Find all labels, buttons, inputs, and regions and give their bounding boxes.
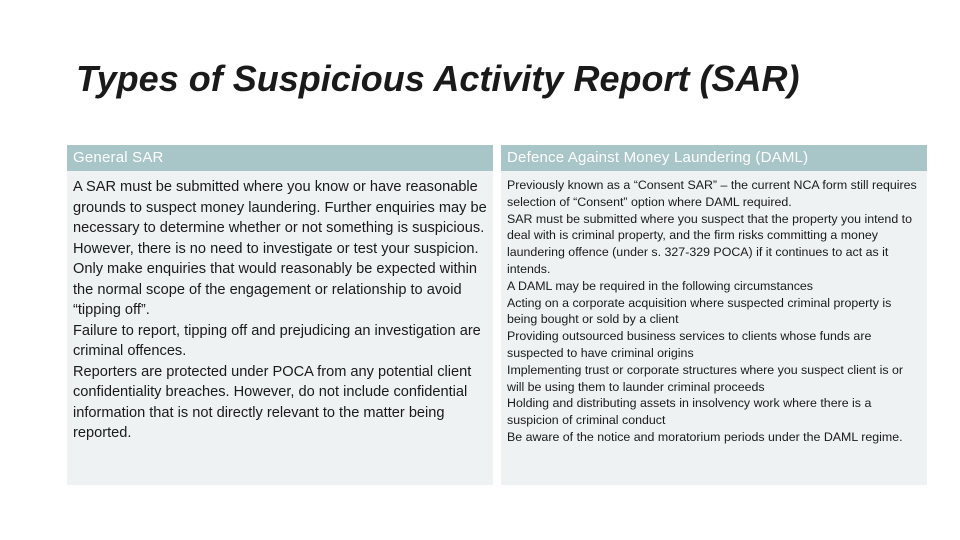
slide-title: Types of Suspicious Activity Report (SAR)	[76, 58, 800, 99]
daml-paragraph: Providing outsourced business services to clients whose funds are suspected to have criminal origins	[507, 329, 872, 360]
general-sar-paragraph: Failure to report, tipping off and prejudicing an investigation are criminal offences.	[73, 322, 481, 359]
general-sar-paragraph: A SAR must be submitted where you know or have reasonable grounds to suspect money laundering. Further enquiries may be necessary to determine whether or not something is suspicious. However, there is no need to investigate or test your suspicion. Only make enquiries that would reasonably be expected within the normal scope of the engagement or relationship to avoid “tipping off”.	[73, 179, 487, 318]
header-daml: Defence Against Money Laundering (DAML)	[501, 145, 927, 171]
sar-types-table	[67, 145, 927, 485]
general-sar-body	[67, 171, 493, 485]
daml-paragraph: SAR must be submitted where you suspect that the property you intend to deal with is criminal property, and the firm risks committing a money laundering offence (under s. 327-329 POCA) if it continues to act as it intends.	[507, 211, 912, 276]
daml-paragraph: Previously known as a “Consent SAR” – the current NCA form still requires selection of “Consent” option where DAML required.	[507, 178, 917, 209]
header-general-sar: General SAR	[67, 145, 493, 171]
daml-paragraph: A DAML may be required in the following circumstances	[507, 278, 814, 293]
daml-paragraph: Be aware of the notice and moratorium periods under the DAML regime.	[507, 429, 903, 444]
general-sar-paragraph: Reporters are protected under POCA from any potential client confidentiality breaches. However, do not include confidential information that is not directly relevant to the matter being reported.	[73, 363, 472, 441]
daml-paragraph: Acting on a corporate acquisition where suspected criminal property is being bought or sold by a client	[507, 295, 892, 327]
daml-body	[501, 171, 927, 485]
daml-paragraph: Implementing trust or corporate structures where you suspect client is or will be using them to launder criminal proceeds	[507, 362, 903, 394]
daml-paragraph: Holding and distributing assets in insolvency work where there is a suspicion of criminal conduct	[507, 396, 872, 428]
